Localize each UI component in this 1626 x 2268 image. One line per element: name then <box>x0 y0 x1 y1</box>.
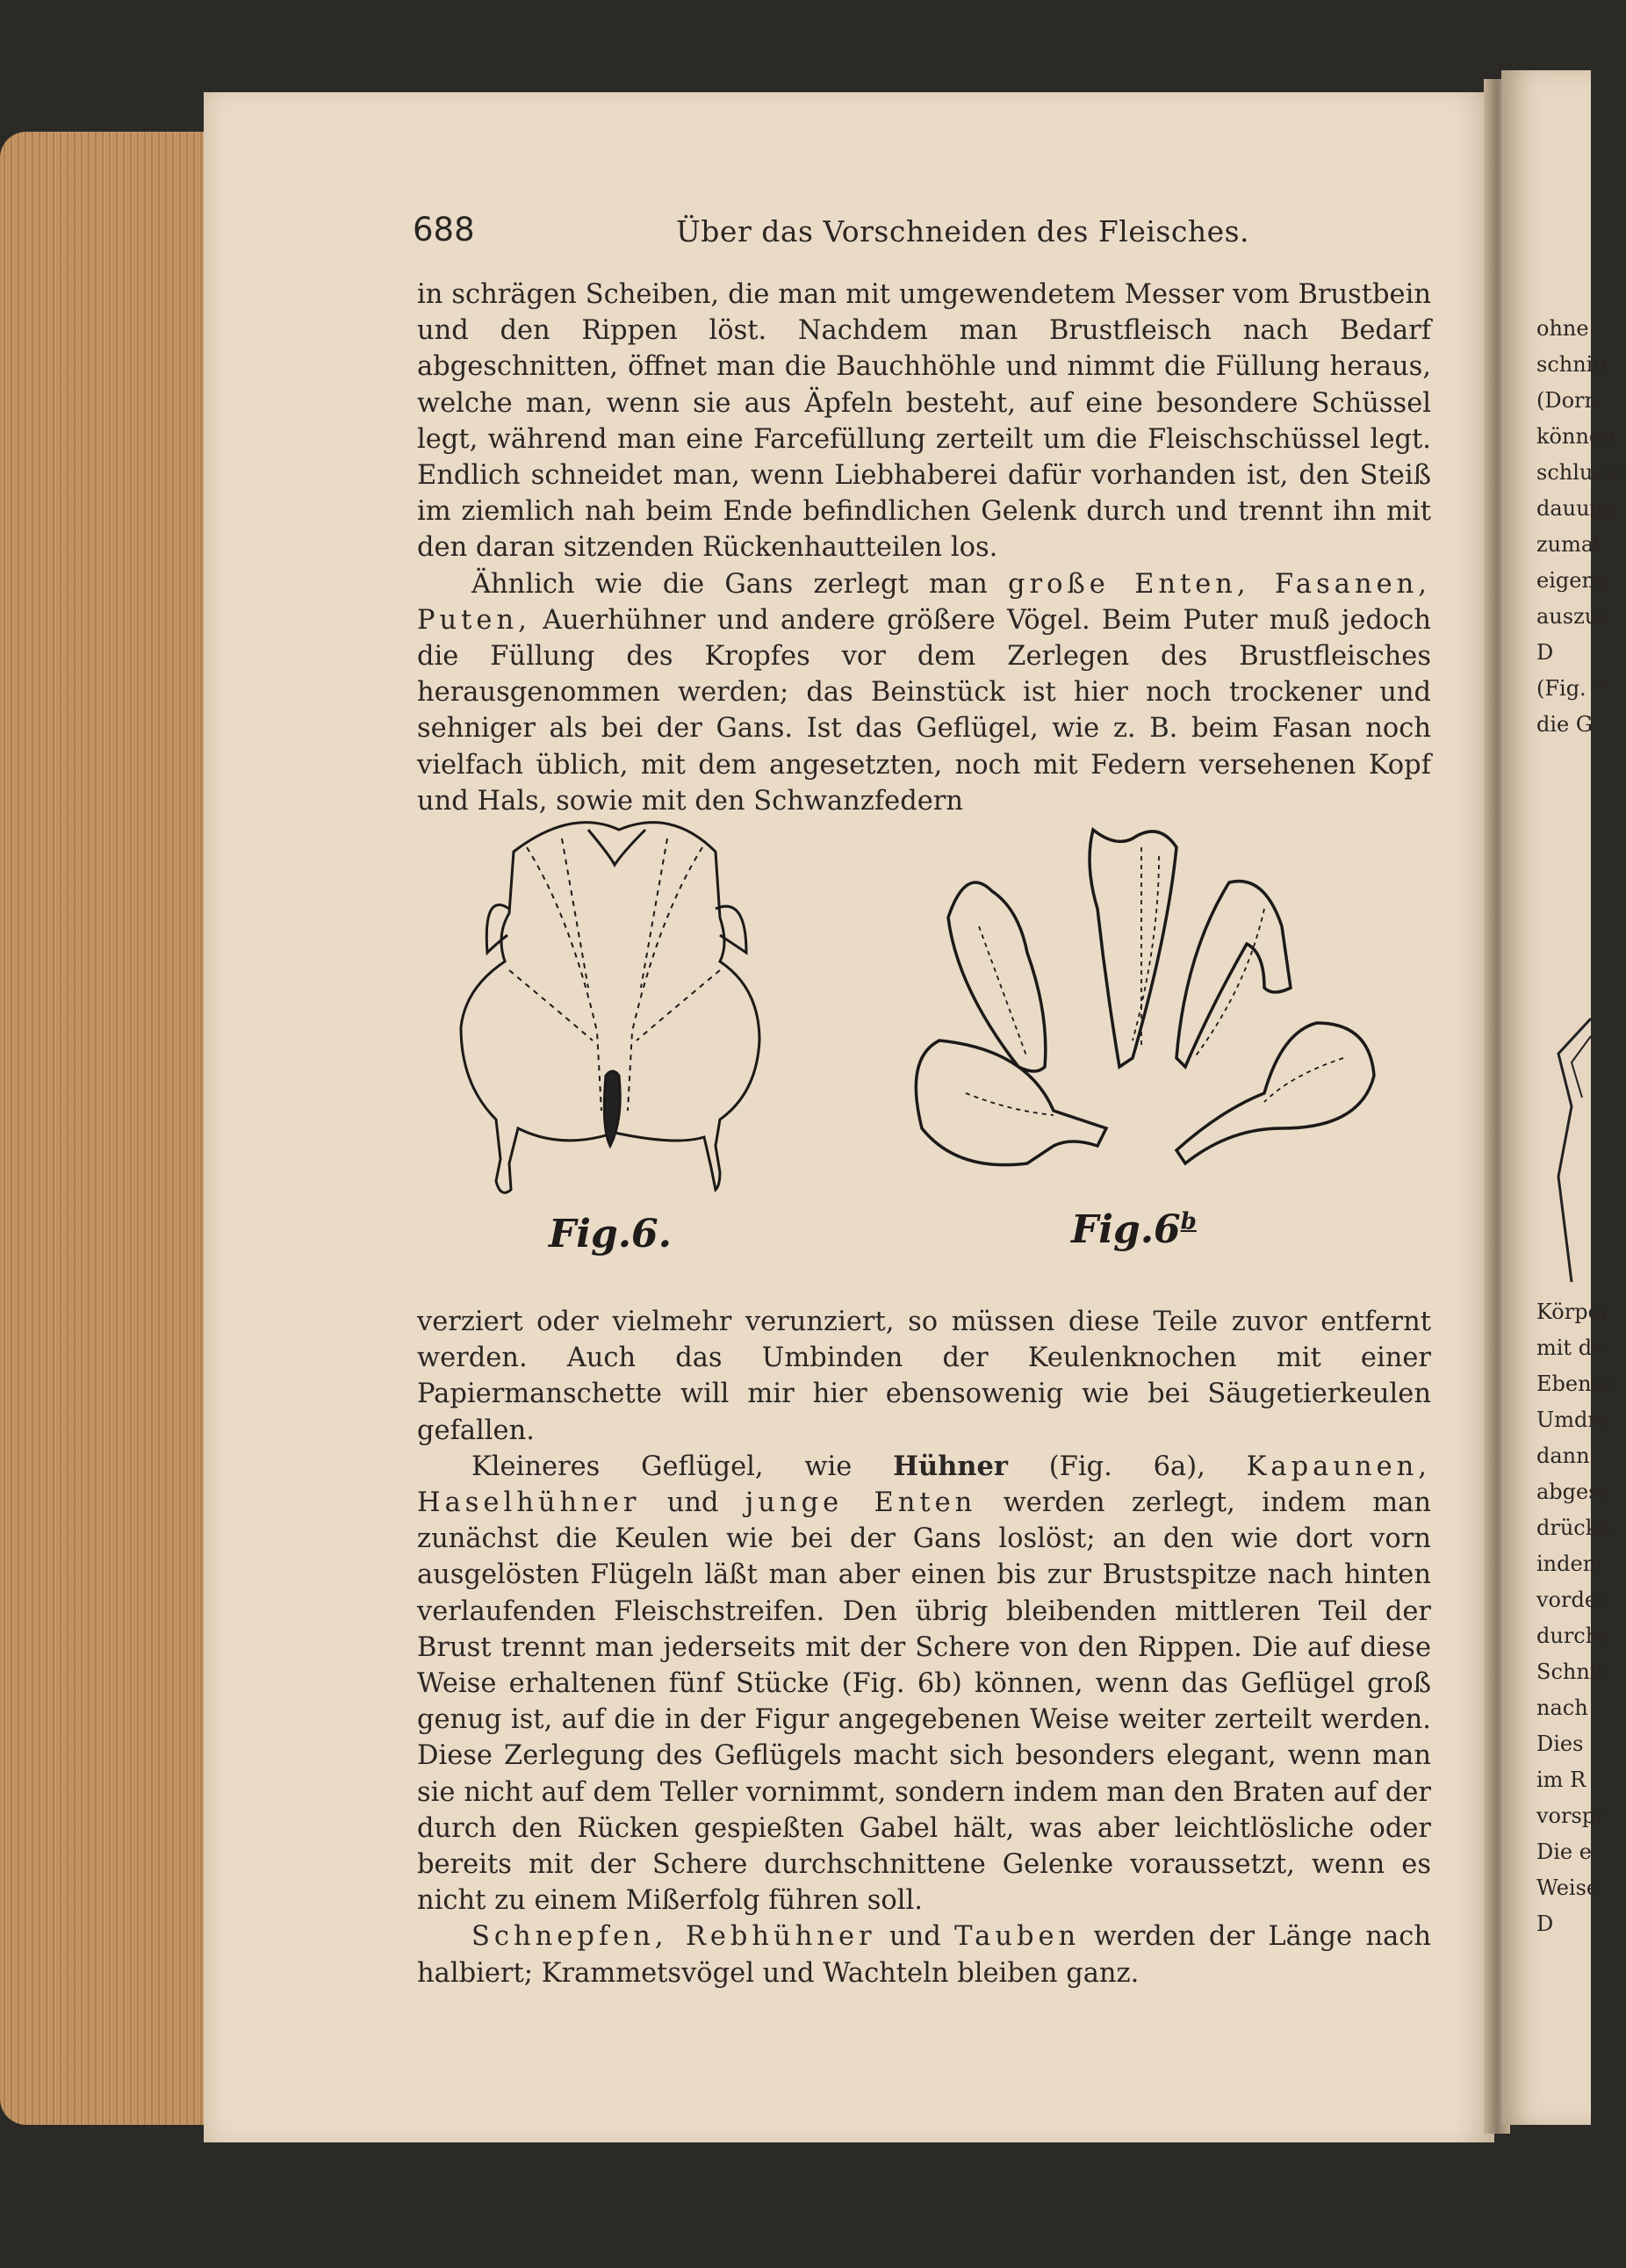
figure-6-whole-bird <box>457 812 773 1251</box>
paragraph <box>417 1449 1431 1919</box>
text-block-top <box>417 277 1431 819</box>
right-page-word: eigentl <box>1536 568 1611 593</box>
right-page-word: (Fig. 7 <box>1536 676 1607 701</box>
text-run: Ähnlich wie die Gans zerlegt man <box>471 568 1008 600</box>
right-page-word: dann <box>1536 1444 1590 1468</box>
right-page-word: Körper <box>1536 1300 1611 1324</box>
right-page-word: Weise <box>1536 1876 1600 1900</box>
text-run: und <box>875 1921 955 1953</box>
spaced-text: junge Enten <box>745 1487 977 1519</box>
right-page-fragment <box>1501 70 1626 2125</box>
right-page-word: mit de <box>1536 1336 1605 1360</box>
right-page-word: zumal <box>1536 532 1601 557</box>
right-page-word: vorspr <box>1536 1804 1606 1828</box>
spaced-text: Schnepfen, Rebhühner <box>471 1921 876 1953</box>
spaced-text: Tauben <box>954 1921 1081 1953</box>
right-page-word: D <box>1536 640 1554 665</box>
figure-6b-pieces <box>896 812 1405 1199</box>
right-page-word: Schnit <box>1536 1660 1606 1684</box>
text-run: Auerhühner und andere größere Vögel. Beim Puter muß jedoch die Füllung des Kropfes vor dem Zerlegen des Brustfleisches herausgenommen werden; das Beinstück ist hier noch trockener und sehniger als bei der Gans. Ist das Geflügel, wie z. B. beim Fasan noch vielfach üblich, mit dem angesetzten, noch mit Federn versehenen Kopf und Hals, sowie mit den Schwanzfedern <box>417 604 1431 817</box>
text-run: Kleineres Geflügel, wie <box>471 1451 894 1482</box>
right-page-word: ohne <box>1536 316 1589 341</box>
paragraph: verziert oder vielmehr verunziert, so müssen diese Teile zuvor entfernt werden. Auch das Umbinden der Keulenknochen mit einer Papiermanschette will mir hier ebensowenig wie bei Säugetierkeulen gefallen. <box>417 1307 1431 1446</box>
right-page-word: Dies <box>1536 1732 1584 1756</box>
right-page-word: D <box>1536 1912 1554 1936</box>
right-page-word: auszus <box>1536 604 1609 629</box>
right-page-figure-fragment <box>1554 1001 1591 1300</box>
text-run: werden zerlegt, indem man zunächst die Keulen wie bei der Gans loslöst; an den wie dort vorn ausgelösten Flügeln läßt man aber einen bis zur Brustspitze nach hinten verlaufenden Fleischstreifen. Den übrig bleibenden mittleren Teil der Brust trennt man jederseits mit der Schere von den Rippen. Die auf diese Weise erhaltenen fünf Stücke (Fig. 6b) können, wenn das Geflügel groß genug ist, auf die in der Figur angegebenen Weise weiter zerteilt werden. Diese Zerlegung des Geflügels macht sich besonders elegant, wenn man sie nicht auf dem Teller vornimmt, sondern indem man den Braten auf der durch den Rücken gespießten Gabel hält, was aber leichtlösliche oder bereits mit der Schere durchschnittene Gelenke voraussetzt, wenn es nicht zu einem Mißerfolg führen soll. <box>417 1487 1432 1917</box>
right-page-word: Die e <box>1536 1840 1592 1864</box>
right-page-word: können <box>1536 424 1615 449</box>
figure-6b-label <box>1071 1207 1197 1252</box>
right-page-word: im R <box>1536 1768 1586 1792</box>
paragraph <box>417 566 1431 819</box>
right-page-word: dauung <box>1536 496 1617 521</box>
text-run: und <box>640 1487 745 1519</box>
figure-6-label: Fig.6. <box>549 1212 672 1256</box>
right-page-word: indem <box>1536 1552 1603 1576</box>
page-number: 688 <box>413 211 475 248</box>
text-run: (Fig. 6a), <box>1007 1451 1247 1482</box>
figure-6b-label-text: Fig.6 <box>1071 1207 1181 1252</box>
bold-text: Hühner <box>893 1450 1008 1482</box>
spaced-text: große Enten, Fasanen, Puten, <box>417 568 1431 636</box>
right-page-word: schluckt <box>1536 460 1626 485</box>
text-block-bottom <box>417 1304 1431 1991</box>
paragraph <box>417 1919 1431 1991</box>
right-page-word: die G <box>1536 712 1594 737</box>
figures-area <box>439 812 1440 1278</box>
book-page-edge <box>0 132 211 2125</box>
text-run: werden der Länge nach halbiert; Krammetsvögel und Wachteln bleiben ganz. <box>417 1921 1431 1989</box>
right-page-word: drückli <box>1536 1516 1612 1540</box>
right-page-word: abgesc <box>1536 1480 1611 1504</box>
right-page-word: Ebenso <box>1536 1372 1615 1396</box>
right-page-word: nach <box>1536 1696 1588 1720</box>
right-page-word: durchs <box>1536 1624 1610 1648</box>
spaced-text: Kapaunen, Haselhühner <box>417 1451 1431 1519</box>
figure-6b-label-sup: b <box>1180 1208 1197 1235</box>
page-header <box>413 211 1457 255</box>
paragraph: in schrägen Scheiben, die man mit umgewendetem Messer vom Brustbein und den Rippen löst. Nachdem man Brustfleisch nach Bedarf abgeschnitten, öffnet man die Bauchhöhle und nimmt die Füllung heraus, welche man, wenn sie aus Äpfeln besteht, auf eine besondere Schüssel legt, während man eine Farcefüllung zerteilt um die Fleischschüssel legt. Endlich schneidet man, wenn Liebhaberei dafür vorhanden ist, den Steiß im ziemlich nah beim Ende befindlichen Gelenk durch und trennt ihn mit den daran sitzenden Rückenhautteilen los. <box>417 279 1431 564</box>
right-page-word: schnitt <box>1536 352 1610 377</box>
right-page-word: Umdre <box>1536 1408 1611 1432</box>
right-page-word: vorder <box>1536 1588 1608 1612</box>
right-page-word: (Dorn <box>1536 388 1598 413</box>
running-title: Über das Vorschneiden des Fleisches. <box>676 214 1250 248</box>
